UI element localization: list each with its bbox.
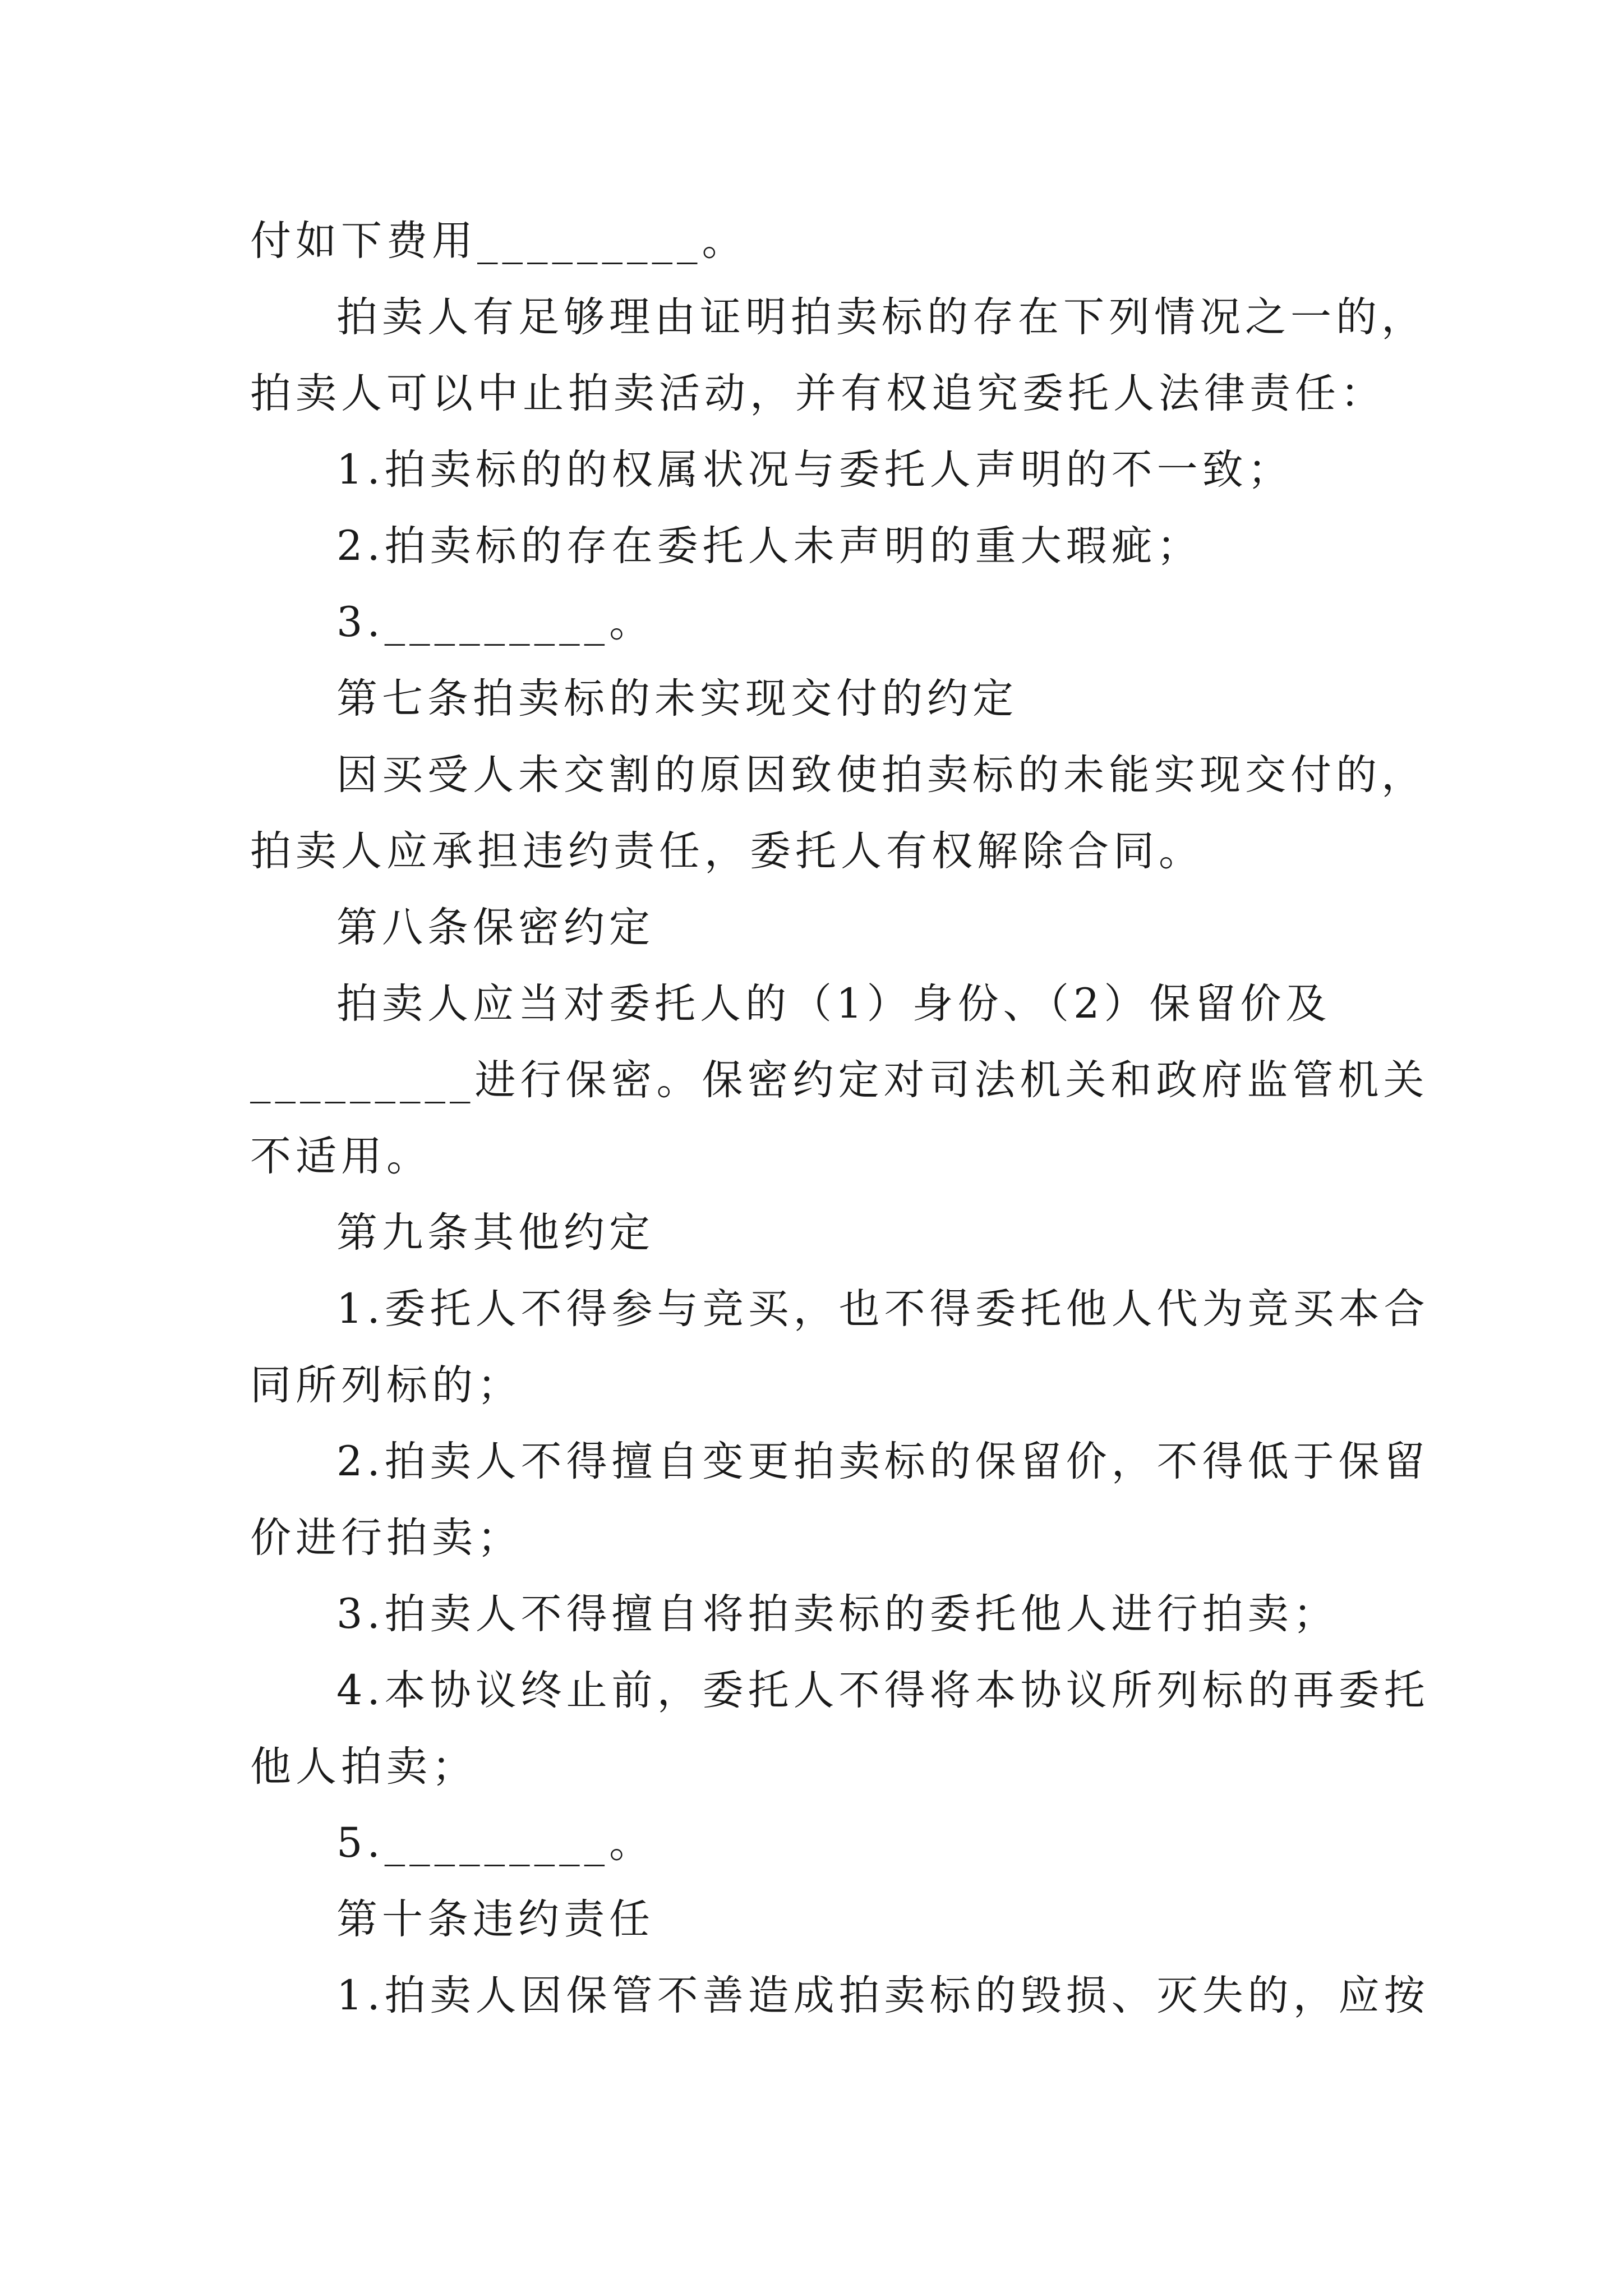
text-line: 4.本协议终止前，委托人不得将本协议所列标的再委托	[336, 1667, 1430, 1714]
section-heading: 第七条拍卖标的未实现交付的约定	[336, 675, 1018, 723]
section-heading: 第九条其他约定	[336, 1209, 654, 1257]
text-line: 付如下费用_________。	[250, 217, 748, 265]
text-line: 不适用。	[250, 1133, 432, 1180]
text-line: 3.拍卖人不得擅自将拍卖标的委托他人进行拍卖；	[336, 1590, 1339, 1638]
text-line: 拍卖人应当对委托人的（1）身份、（2）保留价及	[336, 980, 1331, 1028]
text-line: 5._________。	[336, 1819, 655, 1867]
text-line: 拍卖人有足够理由证明拍卖标的存在下列情况之一的，	[336, 293, 1427, 341]
text-line: 因买受人未交割的原因致使拍卖标的未能实现交付的，	[336, 751, 1427, 799]
text-line: 同所列标的；	[250, 1361, 523, 1409]
section-heading: 第八条保密约定	[336, 904, 654, 951]
text-line: 1.委托人不得参与竞买，也不得委托他人代为竞买本合	[336, 1285, 1430, 1333]
text-line: 拍卖人应承担违约责任，委托人有权解除合同。	[250, 827, 1204, 875]
text-line: 拍卖人可以中止拍卖活动，并有权追究委托人法律责任：	[250, 370, 1386, 417]
text-line: _________进行保密。保密约定对司法机关和政府监管机关	[250, 1056, 1429, 1104]
section-heading: 第十条违约责任	[336, 1895, 654, 1943]
text-line: 他人拍卖；	[250, 1743, 477, 1791]
text-line: 3._________。	[336, 599, 655, 646]
text-line: 1.拍卖标的的权属状况与委托人声明的不一致；	[336, 446, 1293, 494]
text-line: 1.拍卖人因保管不善造成拍卖标的毁损、灭失的，应按	[336, 1972, 1430, 2019]
text-line: 2.拍卖标的存在委托人未声明的重大瑕疵；	[336, 522, 1202, 570]
text-line: 价进行拍卖；	[250, 1514, 523, 1562]
text-line: 2.拍卖人不得擅自变更拍卖标的保留价，不得低于保留	[336, 1438, 1430, 1485]
